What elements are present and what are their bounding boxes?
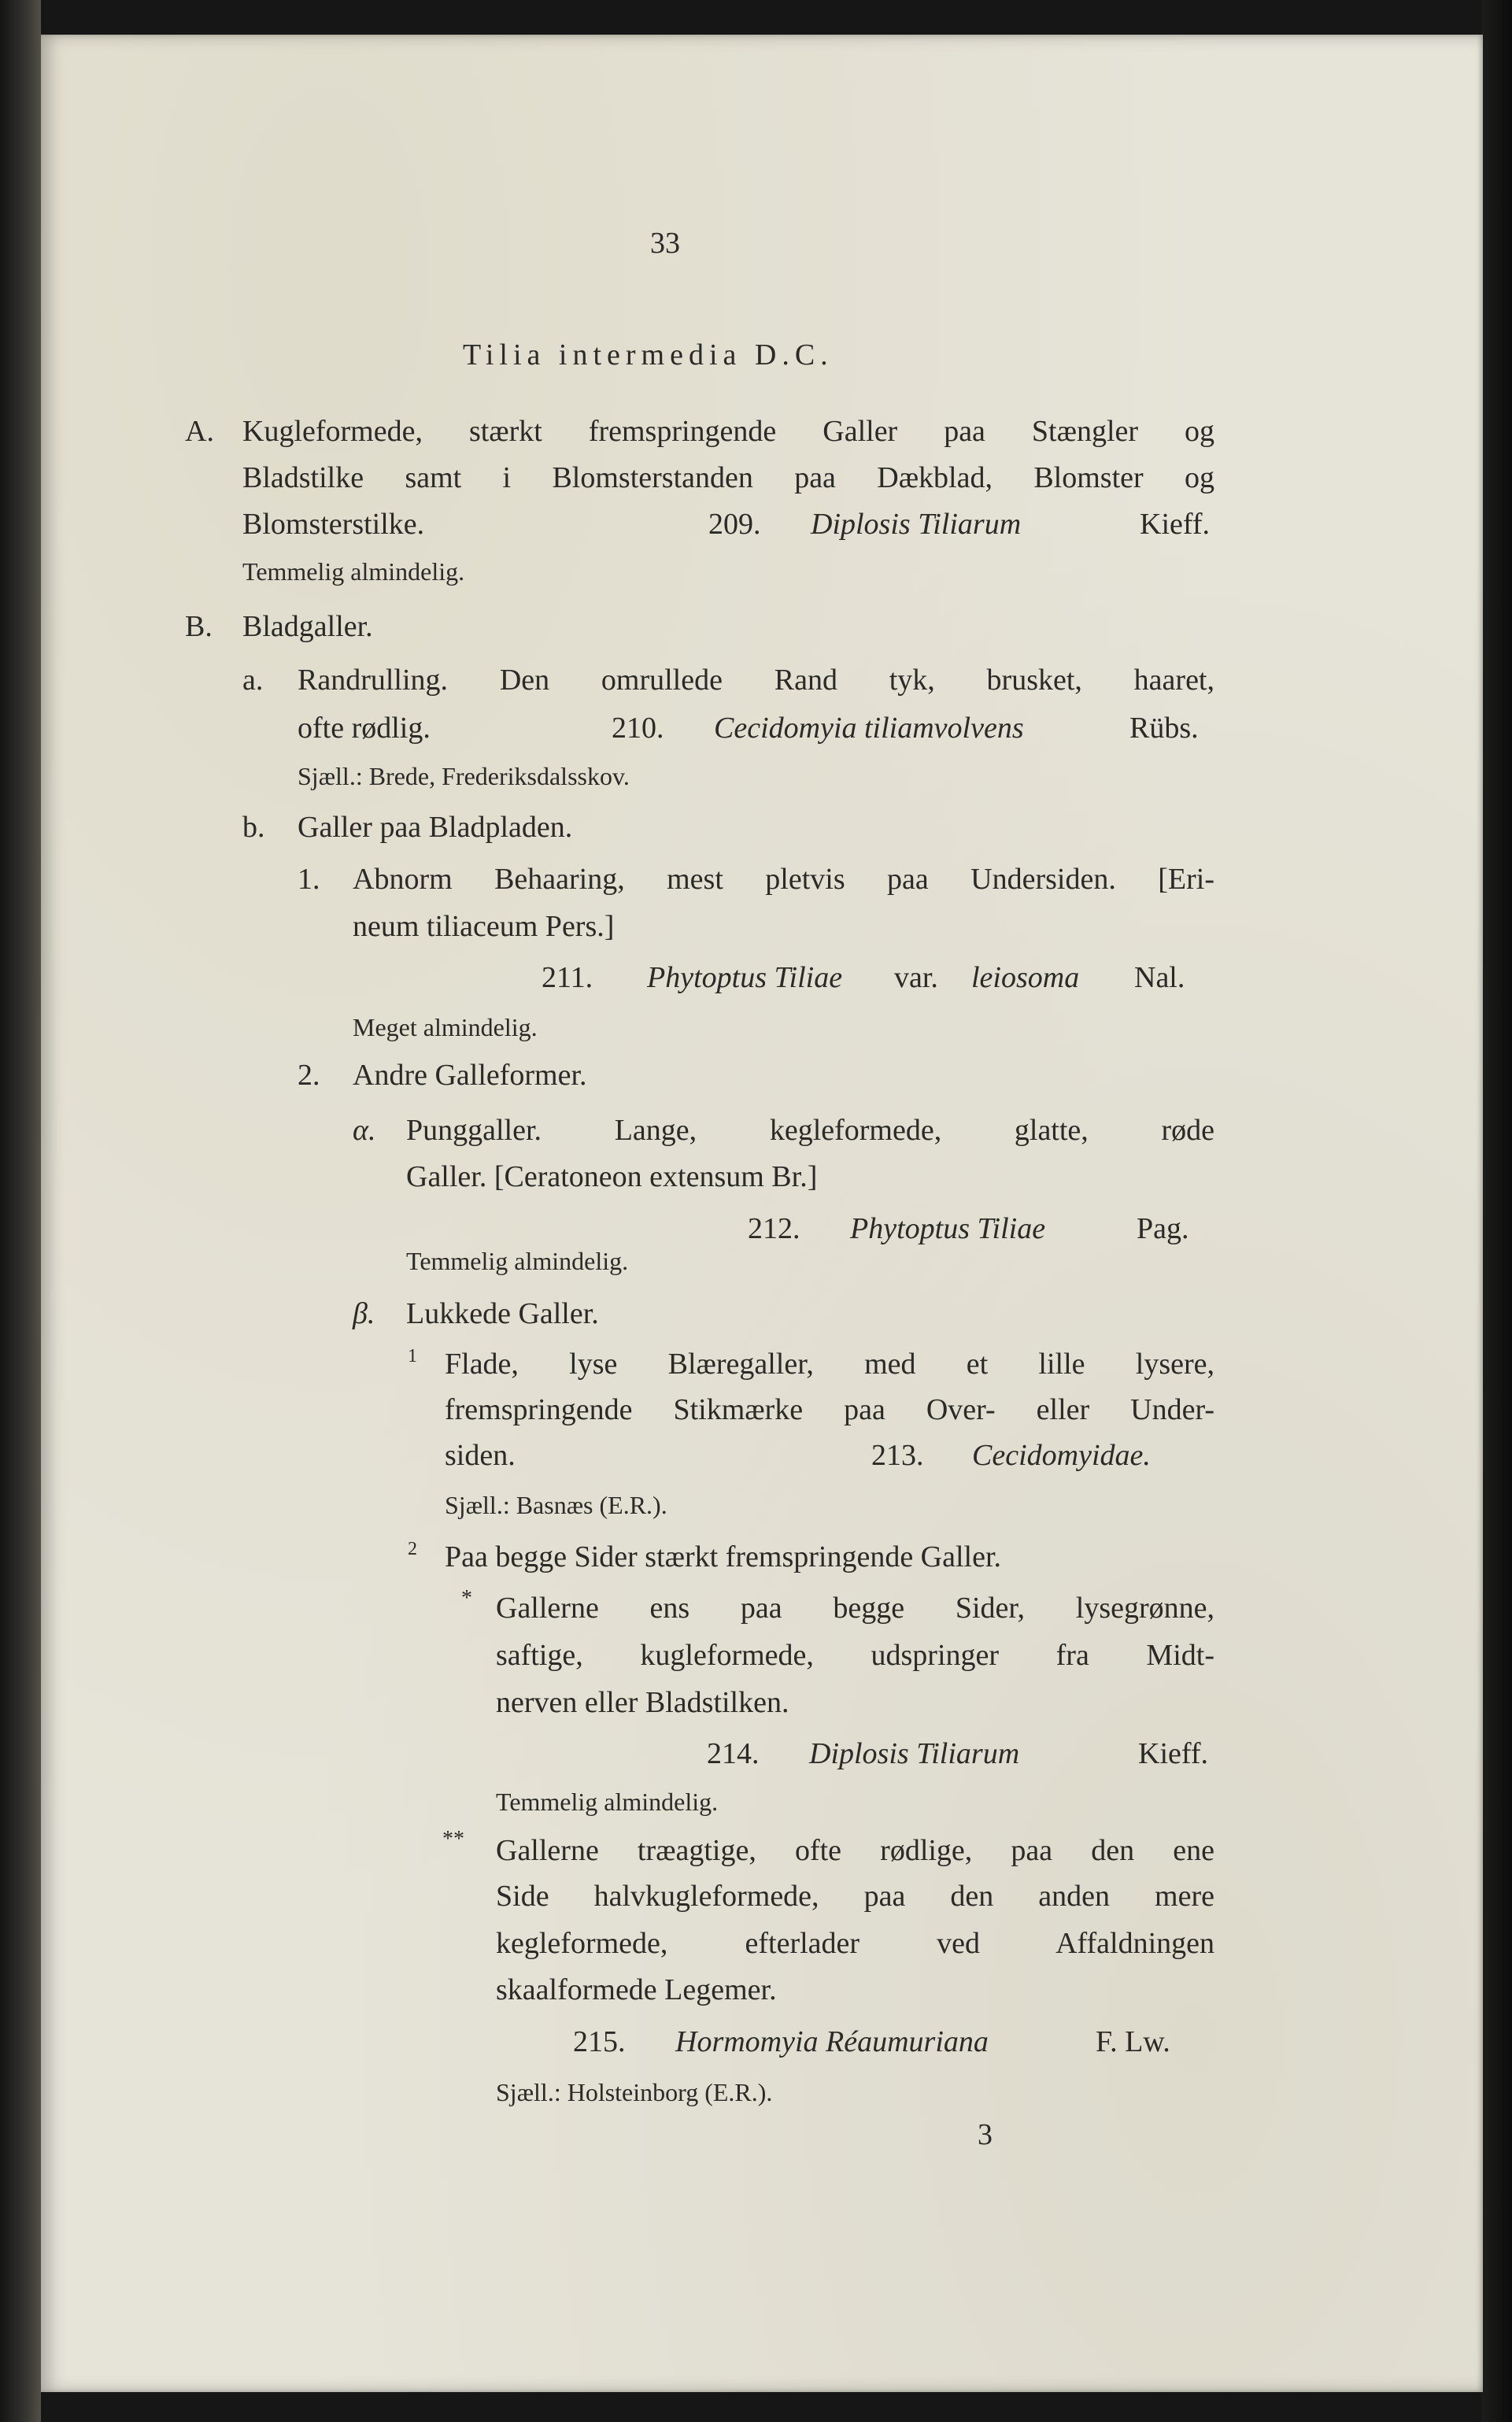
entry-beta2-text: Paa begge Sider stærkt fremspringende Galler. (445, 1540, 1002, 1573)
entry-b-text: Bladgaller. (242, 610, 373, 643)
entry-beta1-species: Cecidomyidae. (972, 1439, 1151, 1472)
entry-star-note: Temmelig almindelig. (496, 1788, 719, 1816)
entry-beta-label: β. (353, 1297, 375, 1330)
entry-a-note: Temmelig almindelig. (242, 557, 465, 586)
entry-a-line-1: Kugleformede, stærkt fremspringende Galler paa Stængler og (242, 415, 1214, 448)
entry-bb1-variety: leiosoma (971, 961, 1080, 994)
entry-a-author: Kieff. (1140, 508, 1210, 541)
entry-beta1-number: 213. (871, 1439, 924, 1472)
entry-beta1-label: 1 (408, 1346, 417, 1366)
entry-b-label: B. (185, 610, 213, 643)
book-page (41, 35, 1483, 2392)
entry-beta2-label: 2 (408, 1539, 417, 1559)
entry-bb1-var: var. (894, 961, 938, 994)
entry-double-star-note: Sjæll.: Holsteinborg (E.R.). (496, 2078, 773, 2106)
entry-double-star-line-3: kegleformede, efterlader ved Affaldningen (496, 1927, 1214, 1960)
signature-mark: 3 (978, 2118, 993, 2151)
entry-a-number: 209. (708, 508, 761, 541)
book-spine-shadow (0, 0, 41, 2422)
entry-star-line-2: saftige, kugleformede, udspringer fra Midt- (496, 1639, 1214, 1672)
entry-a-line-3: Blomsterstilke. (242, 508, 425, 541)
entry-beta-text: Lukkede Galler. (406, 1297, 599, 1330)
entry-double-star-line-4: skaalformede Legemer. (496, 1973, 777, 2006)
entry-bb1-number: 211. (542, 961, 593, 994)
entry-star-number: 214. (707, 1737, 760, 1770)
entry-star-author: Kieff. (1138, 1737, 1208, 1770)
entry-bb2-label: 2. (298, 1059, 320, 1092)
entry-a-species: Diplosis Tiliarum (811, 508, 1022, 541)
entry-double-star-label: ** (442, 1827, 464, 1851)
entry-ba-note: Sjæll.: Brede, Frederiksdalsskov. (298, 762, 630, 790)
entry-star-label: * (461, 1586, 472, 1610)
entry-a-label: A. (185, 415, 214, 448)
entry-bb2-text: Andre Galleformer. (353, 1059, 587, 1092)
entry-double-star-number: 215. (573, 2025, 626, 2058)
entry-alpha-line-2: Galler. [Ceratoneon extensum Br.] (406, 1160, 818, 1193)
entry-alpha-species: Phytoptus Tiliae (850, 1212, 1046, 1245)
entry-alpha-number: 212. (748, 1212, 800, 1245)
page-edge (1481, 0, 1512, 2422)
entry-beta1-note: Sjæll.: Basnæs (E.R.). (445, 1491, 667, 1519)
entry-ba-species: Cecidomyia tiliamvolvens (714, 712, 1024, 745)
entry-alpha-label: α. (353, 1114, 376, 1147)
entry-double-star-author: F. Lw. (1096, 2025, 1170, 2058)
entry-double-star-line-1: Gallerne træagtige, ofte rødlige, paa den ene (496, 1834, 1214, 1867)
entry-a-line-2: Bladstilke samt i Blomsterstanden paa Dækblad, Blomster og (242, 461, 1214, 494)
entry-bb1-line-1: Abnorm Behaaring, mest pletvis paa Undersiden. [Eri- (353, 863, 1214, 896)
entry-ba-line-2: ofte rødlig. (298, 712, 431, 745)
entry-beta1-line-2: fremspringende Stikmærke paa Over- eller Under- (445, 1393, 1214, 1426)
entry-ba-line-1: Randrulling. Den omrullede Rand tyk, brusket, haaret, (298, 664, 1214, 697)
entry-bb1-line-2: neum tiliaceum Pers.] (353, 910, 615, 943)
entry-bb1-species: Phytoptus Tiliae (647, 961, 843, 994)
entry-alpha-note: Temmelig almindelig. (406, 1247, 629, 1275)
entry-ba-label: a. (242, 664, 264, 697)
entry-alpha-author: Pag. (1137, 1212, 1189, 1245)
page-number: 33 (650, 227, 680, 260)
entry-star-species: Diplosis Tiliarum (809, 1737, 1020, 1770)
entry-double-star-species: Hormomyia Réaumuriana (675, 2025, 989, 2058)
entry-beta1-line-1: Flade, lyse Blæregaller, med et lille lysere, (445, 1348, 1214, 1381)
entry-star-line-1: Gallerne ens paa begge Sider, lysegrønne, (496, 1592, 1214, 1625)
entry-double-star-line-2: Side halvkugleformede, paa den anden mere (496, 1880, 1214, 1913)
entry-bb-label: b. (242, 811, 265, 844)
entry-ba-author: Rübs. (1129, 712, 1199, 745)
entry-bb-text: Galler paa Bladpladen. (298, 811, 573, 844)
entry-bb1-note: Meget almindelig. (353, 1013, 538, 1041)
entry-ba-number: 210. (612, 712, 664, 745)
entry-alpha-line-1: Punggaller. Lange, kegleformede, glatte, røde (406, 1114, 1214, 1147)
page-title: Tilia intermedia D.C. (463, 338, 834, 372)
entry-bb1-author: Nal. (1134, 961, 1185, 994)
entry-beta1-line-3: siden. (445, 1439, 516, 1472)
entry-bb1-label: 1. (298, 863, 320, 896)
entry-star-line-3: nerven eller Bladstilken. (496, 1686, 789, 1719)
